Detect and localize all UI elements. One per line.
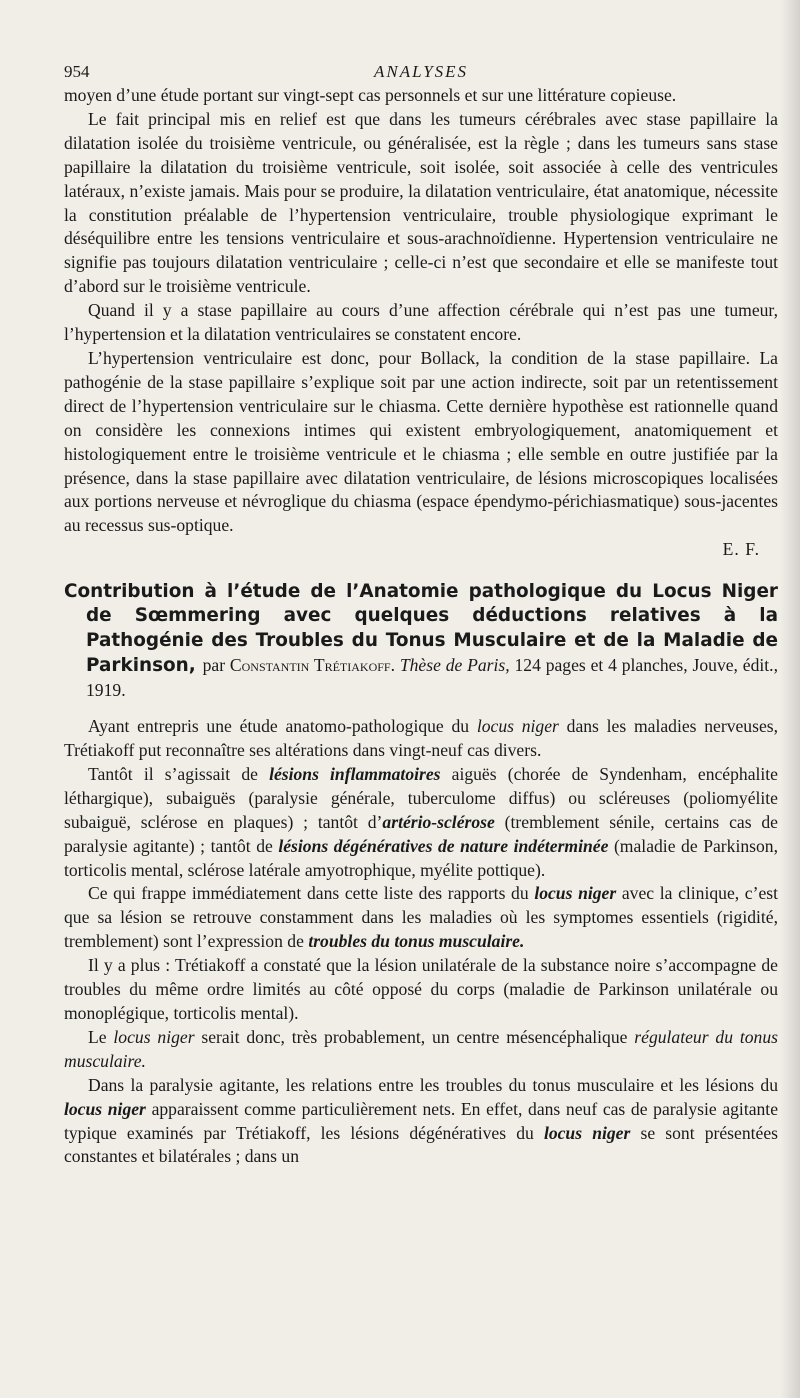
text-run: Dans la paralysie agitante, les relations entre les troubles du tonus musculaire et les lésions du — [88, 1074, 778, 1095]
italic-term: locus niger — [534, 883, 617, 904]
italic-term: lésions inflammatoires — [269, 763, 441, 784]
paragraph: Le fait principal mis en relief est que dans les tumeurs cérébrales avec stase papillaire la dilatation isolée du troisième ventricule, ou généralisée, est la règle ; dans les tumeurs sans stase papillaire la dilatation du troisième ventricule, soit isolée, soit associée à celle des ventricules latéraux, n’existe jamais. Mais pour se produire, la dilatation ventriculaire, état anatomique, nécessite la constitution préalable de l’hypertension ventriculaire, trouble physiologique exprimant le déséquilibre entre les tensions ventriculaire et sous-arachnoïdienne. Hypertension ventriculaire ne signifie pas toujours dilatation ventriculaire ; celle-ci n’est que secondaire et elle se manifeste tout d’abord sur le troisième ventricule. — [64, 108, 778, 297]
review-author: Constantin Trétiakoff. — [229, 654, 395, 675]
text-run: se sont présentées constantes et bilatérales ; dans un — [64, 1122, 778, 1167]
italic-term: artério-sclérose — [382, 811, 495, 832]
text-run: Tantôt il s’agissait de — [88, 763, 258, 784]
page-edge-shadow — [780, 0, 800, 1398]
text-run: Le — [88, 1026, 107, 1047]
paragraph — [64, 1074, 778, 1170]
paragraph — [64, 1026, 778, 1074]
text-run: apparaissent comme particulièrement nets. En effet, dans neuf cas de paralysie agitante typique examinés par Trétiakoff, les lésions dégénératives du — [64, 1098, 779, 1143]
italic-term: locus niger — [476, 716, 559, 737]
previous-review-text — [64, 84, 778, 562]
review-body — [64, 715, 778, 1169]
italic-term: troubles du tonus musculaire. — [308, 931, 525, 952]
running-header — [64, 58, 778, 84]
text-run: (tremblement sénile, certains cas de paralysie agitante) ; tantôt de — [64, 811, 778, 856]
review-publisher: Jouve, édit., 1919. — [86, 654, 778, 700]
paragraph — [64, 763, 778, 883]
review-title: Contribution à l’étude de l’Anatomie pathologique du Locus Niger de Sœmmering avec quelques déductions relatives à la Pathogénie des Troubles du Tonus Musculaire et de la Maladie de Parkinson, — [64, 581, 778, 676]
review-pages: 124 pages et 4 planches, — [514, 654, 688, 675]
italic-term: locus niger — [543, 1122, 631, 1143]
text-run: avec la clinique, c’est que sa lésion se retrouve constamment dans les maladies où les symptomes essentiels (rigidité, tremblement) sont l’expression de — [64, 883, 779, 952]
paragraph — [64, 715, 778, 763]
header-title: ANALYSES — [373, 62, 469, 81]
italic-term: lésions dégénératives de nature indéterminée — [278, 835, 609, 856]
text-run: dans les maladies nerveuses, Trétiakoff put reconnaître ses altérations dans vingt-neuf cas divers. — [64, 716, 779, 761]
review-by: par — [202, 654, 226, 675]
text-run: Ce qui frappe immédiatement dans cette liste des rapports du — [88, 883, 529, 904]
text-run: aiguës (chorée de Syndenham, encéphalite léthargique), subaiguës (paralysie générale, tuberculome diffus) ou scléreuses (poliomyélite subaiguë, sclérose en plaques) ; tantôt d’ — [64, 763, 778, 832]
text-run: (maladie de Parkinson, torticolis mental, sclérose latérale amyotrophique, myélite pottique). — [64, 835, 778, 880]
paragraph: moyen d’une étude portant sur vingt-sept cas personnels et sur une littérature copieuse. — [64, 85, 677, 105]
paragraph: L’hypertension ventriculaire est donc, pour Bollack, la condition de la stase papillaire. La pathogénie de la stase papillaire s’explique soit par une action indirecte, soit par un retentissement direct de l’hypertension ventriculaire sur le chiasma. Cette dernière hypothèse est rationnelle quand on considère les connexions intimes qui existent embryologiquement, anatomiquement et histologiquement entre le troisième ventricule et le chiasma ; elle semble en outre justifiée par la présence, dans la stase papillaire avec dilatation ventriculaire, de lésions microscopiques localisées aux portions nerveuse et névroglique du chiasma (espace épendymo-périchiasmatique) sous-jacentes au recessus sus-optique. — [64, 347, 778, 536]
review-heading — [64, 580, 778, 703]
italic-term: locus niger — [113, 1026, 195, 1047]
text-run: Ayant entrepris une étude anatomo-pathologique du — [88, 716, 470, 737]
italic-term: régulateur du tonus musculaire. — [64, 1026, 778, 1071]
text-run: serait donc, très probablement, un centre mésencéphalique — [201, 1026, 628, 1047]
reviewer-signature: E. F. — [722, 539, 760, 560]
paragraph: Il y a plus : Trétiakoff a constaté que la lésion unilatérale de la substance noire s’accompagne de troubles du même ordre limités au côté opposé du corps (maladie de Parkinson unilatérale ou monoplégique, torticolis mental). — [64, 955, 778, 1024]
paragraph — [64, 882, 778, 954]
italic-term: locus niger — [64, 1098, 146, 1119]
paragraph: Quand il y a stase papillaire au cours d’une affection cérébrale qui n’est pas une tumeur, l’hypertension et la dilatation ventriculaires se constatent encore. — [64, 300, 778, 345]
page-number: 954 — [64, 62, 90, 81]
review-thesis: Thèse de Paris, — [399, 654, 510, 675]
